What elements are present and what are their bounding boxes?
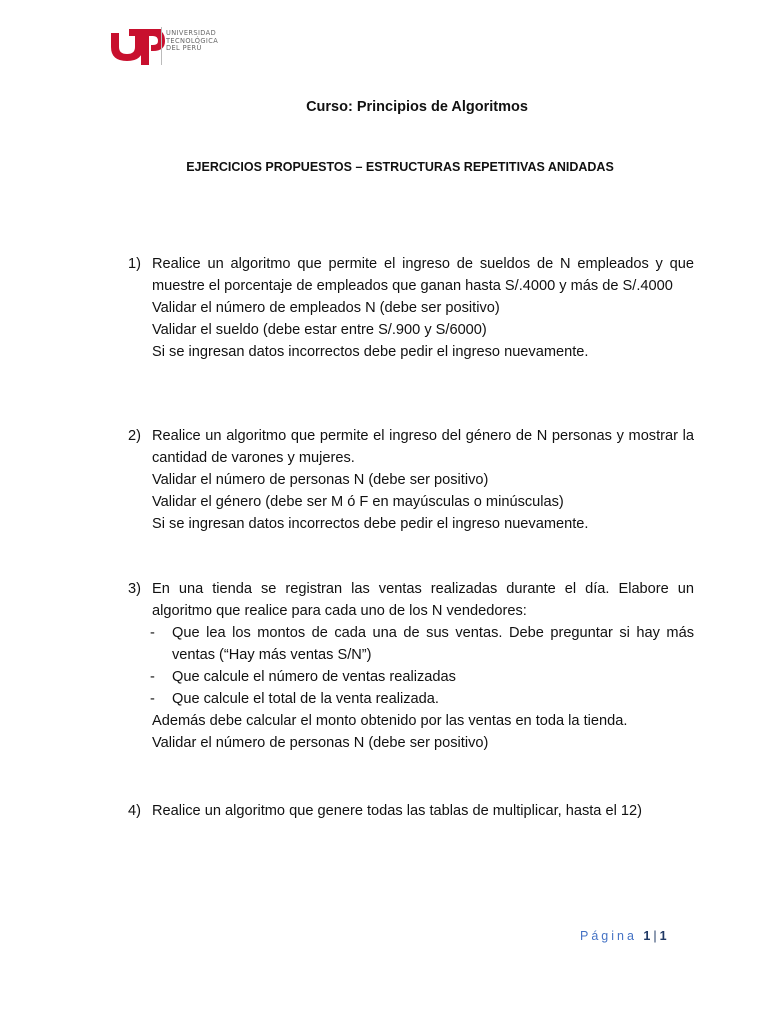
course-title: Curso: Principios de Algoritmos bbox=[306, 99, 528, 115]
exercise-number: 3) bbox=[128, 581, 141, 597]
page-label: Página bbox=[580, 929, 637, 943]
exercise-3 bbox=[128, 578, 694, 754]
exercise-statement: Realice un algoritmo que permite el ingreso de sueldos de N empleados y que muestre el porcentaje de empleados que ganan hasta S/.4000 y más de S/.4000 bbox=[152, 256, 694, 294]
bullet-item bbox=[150, 688, 694, 710]
page-number: 1 bbox=[643, 929, 651, 943]
exercise-1 bbox=[128, 253, 694, 363]
bullet-text: Que lea los montos de cada una de sus ventas. Debe preguntar si hay más ventas (“Hay más ventas S/N”) bbox=[172, 625, 694, 663]
exercise-line: Además debe calcular el monto obtenido por las ventas en toda la tienda. bbox=[152, 713, 628, 729]
logo-line: DEL PERÚ bbox=[166, 44, 202, 53]
dash-icon: - bbox=[150, 669, 155, 685]
exercise-number: 2) bbox=[128, 428, 141, 444]
bullet-text: Que calcule el número de ventas realizadas bbox=[172, 669, 456, 685]
exercise-line: Si se ingresan datos incorrectos debe pedir el ingreso nuevamente. bbox=[152, 516, 589, 532]
logo-text bbox=[166, 30, 246, 53]
exercise-line: Validar el número de empleados N (debe ser positivo) bbox=[152, 300, 500, 316]
exercise-statement: Realice un algoritmo que genere todas las tablas de multiplicar, hasta el 12) bbox=[152, 803, 642, 819]
exercise-2 bbox=[128, 425, 694, 535]
exercise-number: 4) bbox=[128, 803, 141, 819]
exercise-line: Validar el número de personas N (debe ser positivo) bbox=[152, 735, 489, 751]
bullet-item bbox=[150, 622, 694, 666]
exercise-4 bbox=[128, 800, 694, 822]
bullet-text: Que calcule el total de la venta realizada. bbox=[172, 691, 439, 707]
exercise-line: Si se ingresan datos incorrectos debe pedir el ingreso nuevamente. bbox=[152, 344, 589, 360]
dash-icon: - bbox=[150, 691, 155, 707]
page-separator: | bbox=[653, 929, 657, 943]
exercise-line: Validar el sueldo (debe estar entre S/.900 y S/6000) bbox=[152, 322, 487, 338]
section-title: EJERCICIOS PROPUESTOS – ESTRUCTURAS REPETITIVAS ANIDADAS bbox=[186, 160, 614, 174]
exercise-statement: Realice un algoritmo que permite el ingreso del género de N personas y mostrar la cantidad de varones y mujeres. bbox=[152, 428, 694, 466]
bullet-item bbox=[150, 666, 694, 688]
exercise-line: Validar el número de personas N (debe ser positivo) bbox=[152, 472, 489, 488]
logo-line: UNIVERSIDAD bbox=[166, 29, 217, 37]
dash-icon: - bbox=[150, 625, 155, 641]
exercise-number: 1) bbox=[128, 256, 141, 272]
page-footer bbox=[580, 929, 667, 943]
logo-line: TECNOLÓGICA bbox=[166, 36, 219, 45]
exercise-line: Validar el género (debe ser M ó F en mayúsculas o minúsculas) bbox=[152, 494, 564, 510]
exercise-statement: En una tienda se registran las ventas realizadas durante el día. Elabore un algoritmo que realice para cada uno de los N vendedores: bbox=[152, 581, 694, 619]
page-total: 1 bbox=[659, 929, 667, 943]
